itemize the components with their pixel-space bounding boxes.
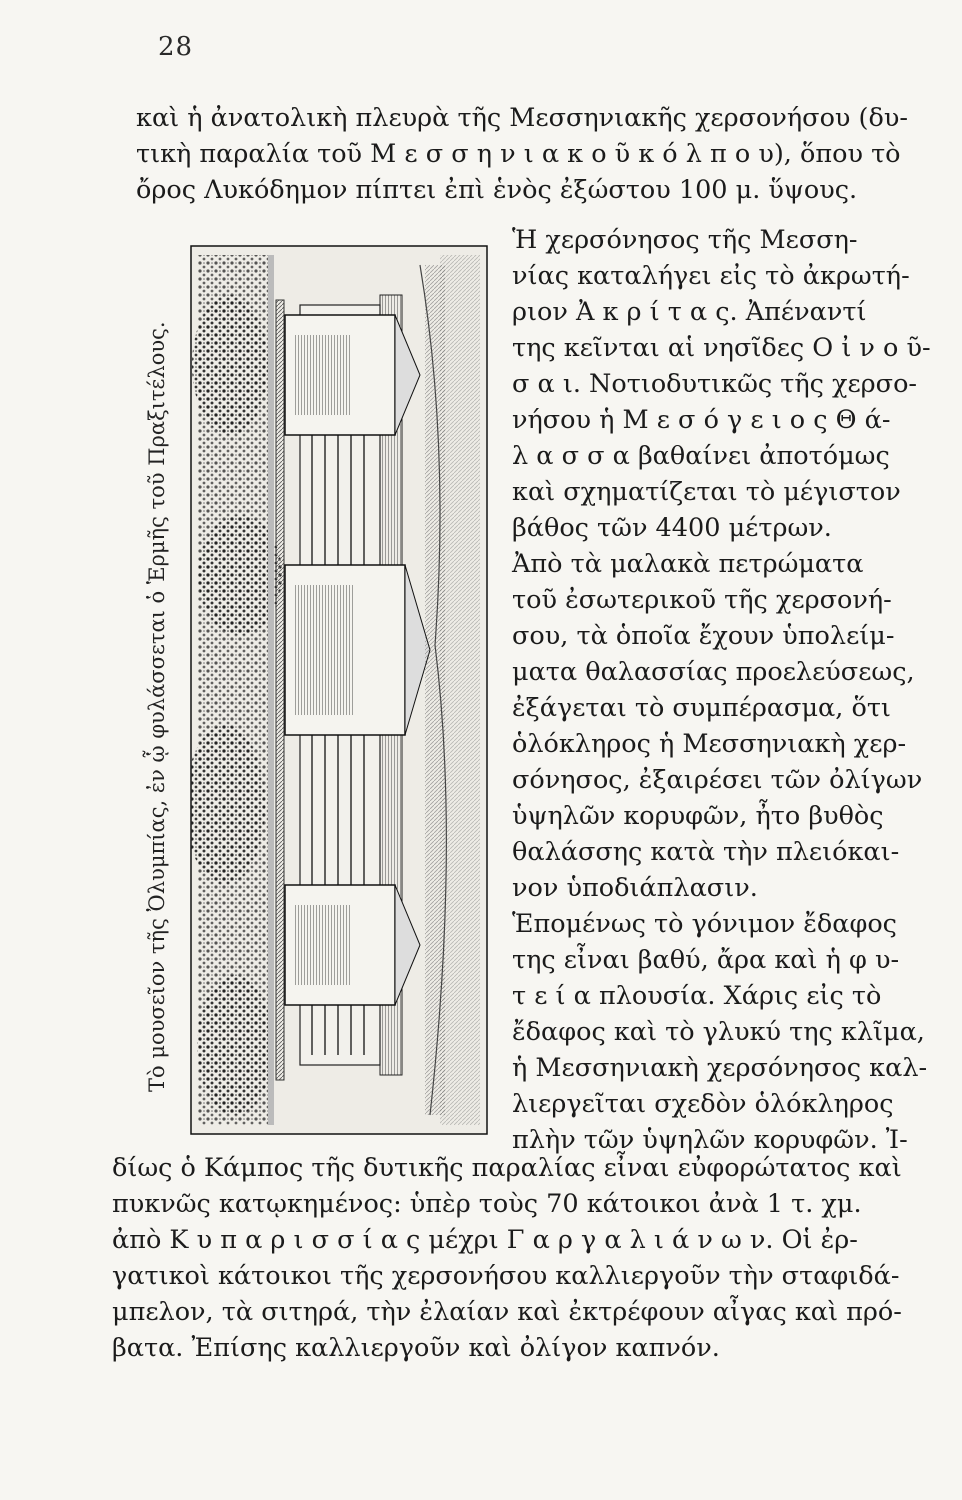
text-line: τ ε ί α πλουσία. Χάρις εἰς τὸ [512, 981, 882, 1011]
text-line: τικὴ παραλία τοῦ Μ ε σ σ η ν ι α κ ο ῦ κ ό λ π ο υ), ὅπου τὸ [136, 139, 901, 169]
text-line: ἡ Μεσσηνιακὴ χερσόνησος καλ- [512, 1053, 928, 1083]
page-number: 28 [158, 32, 194, 62]
right-column-text [512, 222, 931, 1158]
top-paragraph [136, 100, 908, 208]
text-line: νίας καταλήγει εἰς τὸ ἀκρωτή- [512, 261, 910, 291]
museum-engraving-drawing [190, 245, 488, 1135]
text-line: γατικοὶ κάτοικοι τῆς χερσονήσου καλλιεργοῦν τὴν σταφιδά- [112, 1261, 900, 1291]
text-line: καὶ ἡ ἀνατολικὴ πλευρὰ τῆς Μεσσηνιακῆς χερσονήσου (δυ- [136, 103, 908, 133]
bottom-paragraph [112, 1150, 902, 1366]
text-line: ὄρος Λυκόδημον πίπτει ἐπὶ ἑνὸς ἐξώστου 100 μ. ὕψους. [136, 175, 858, 205]
text-line: Ἑπομένως τὸ γόνιμον ἔδαφος [512, 909, 897, 939]
text-line: πλὴν τῶν ὑψηλῶν κορυφῶν. Ἰ- [512, 1125, 908, 1155]
text-line: νον ὑποδιάπλασιν. [512, 873, 758, 903]
text-line: Ἡ χερσόνησος τῆς Μεσση- [512, 225, 858, 255]
text-line: σ α ι. Νοτιοδυτικῶς τῆς χερσο- [512, 369, 918, 399]
figure-caption: Τὸ μουσεῖον τῆς Ὀλυμπίας, ἐν ᾧ φυλάσσεται ὁ Ἑρμῆς τοῦ Πραξιτέλους. [145, 321, 169, 1092]
text-line: ὁλόκληρος ἡ Μεσσηνιακὴ χερ- [512, 729, 907, 759]
text-line: πυκνῶς κατῳκημένος: ὑπὲρ τοὺς 70 κάτοικοι ἀνὰ 1 τ. χμ. [112, 1189, 862, 1219]
text-line: βάθος τῶν 4400 μέτρων. [512, 513, 832, 543]
text-line: ριον Ἀ κ ρ ί τ α ς. Ἀπέναντί [512, 297, 867, 327]
text-line: σόνησος, ἐξαιρέσει τῶν ὀλίγων [512, 765, 923, 795]
text-line: ὑψηλῶν κορυφῶν, ἦτο βυθὸς [512, 801, 884, 831]
text-line: λ α σ σ α βαθαίνει ἀποτόμως [512, 441, 890, 471]
text-line: δίως ὁ Κάμπος τῆς δυτικῆς παραλίας εἶναι εὐφορώτατος καὶ [112, 1153, 902, 1183]
text-line: νήσου ἡ Μ ε σ ό γ ε ι ο ς Θ ά- [512, 405, 891, 435]
text-line: σου, τὰ ὁποῖα ἔχουν ὑπολείμ- [512, 621, 895, 651]
text-line: ἔδαφος καὶ τὸ γλυκύ της κλῖμα, [512, 1017, 925, 1047]
text-line: ἐξάγεται τὸ συμπέρασμα, ὅτι [512, 693, 891, 723]
text-line: της εἶναι βαθύ, ἄρα καὶ ἡ φ υ- [512, 945, 900, 975]
text-line: λιεργεῖται σχεδὸν ὁλόκληρος [512, 1089, 894, 1119]
text-line: μπελον, τὰ σιτηρά, τὴν ἐλαίαν καὶ ἐκτρέφουν αἶγας καὶ πρό- [112, 1297, 902, 1327]
text-line: καὶ σχηματίζεται τὸ μέγιστον [512, 477, 901, 507]
text-line: της κεῖνται αἱ νησῖδες Ο ἰ ν ο ῦ- [512, 333, 931, 363]
museum-engraving [190, 245, 488, 1135]
text-line: Ἀπὸ τὰ μαλακὰ πετρώματα [512, 549, 864, 579]
text-line: θαλάσσης κατὰ τὴν πλειόκαι- [512, 837, 900, 867]
text-line: ματα θαλασσίας προελεύσεως, [512, 657, 915, 687]
text-line: τοῦ ἐσωτερικοῦ τῆς χερσονή- [512, 585, 892, 615]
text-line: ἀπὸ Κ υ π α ρ ι σ σ ί α ς μέχρι Γ α ρ γ α λ ι ά ν ω ν. Οἱ ἐρ- [112, 1225, 858, 1255]
text-line: βατα. Ἐπίσης καλλιεργοῦν καὶ ὀλίγον καπνόν. [112, 1333, 720, 1363]
